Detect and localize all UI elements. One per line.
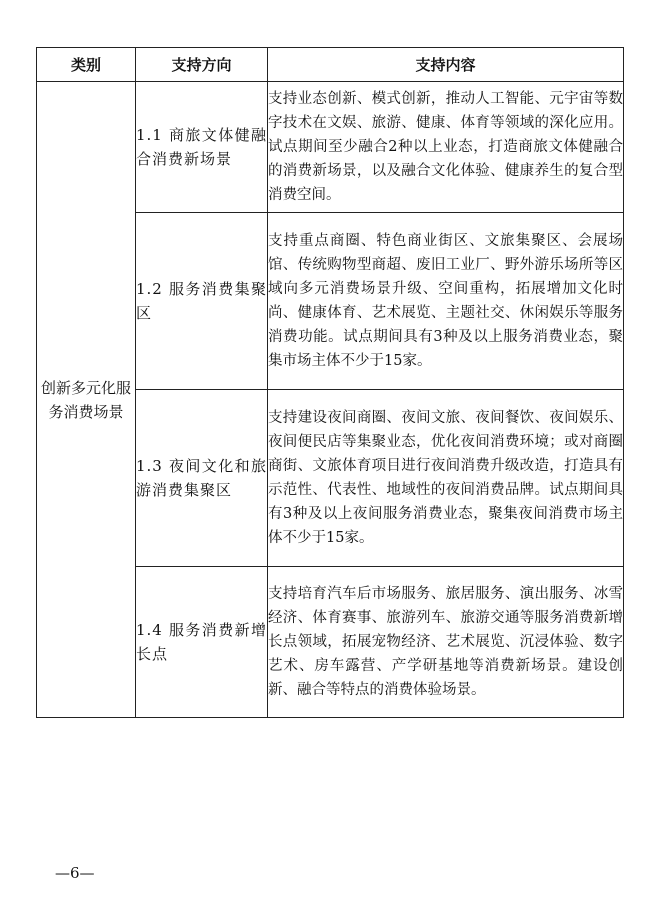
direction-cell: 1.1 商旅文体健融合消费新场景 (136, 82, 268, 213)
content-cell: 支持建设夜间商圈、夜间文旅、夜间餐饮、夜间娱乐、夜间便民店等集聚业态，优化夜间消费环境；或对商圈商街、文旅体育项目进行夜间消费升级改造，打造具有示范性、代表性、地域性的夜间消费品牌。试点期间具有3种及以上夜间服务消费业态，聚集夜间消费市场主体不少于15家。 (268, 390, 624, 567)
category-cell: 创新多元化服务消费场景 (37, 82, 136, 718)
content-cell: 支持业态创新、模式创新，推动人工智能、元宇宙等数字技术在文娱、旅游、健康、体育等领域的深化应用。试点期间至少融合2种以上业态，打造商旅文体健融合的消费新场景，以及融合文化体验、健康养生的复合型消费空间。 (268, 82, 624, 213)
header-content: 支持内容 (268, 48, 624, 82)
direction-cell: 1.2 服务消费集聚区 (136, 213, 268, 390)
table-header-row (37, 48, 624, 82)
policy-table (36, 47, 624, 718)
page-number: —6— (55, 864, 95, 882)
table-row (37, 82, 624, 213)
direction-cell: 1.3 夜间文化和旅游消费集聚区 (136, 390, 268, 567)
header-category: 类别 (37, 48, 136, 82)
content-cell: 支持重点商圈、特色商业街区、文旅集聚区、会展场馆、传统购物型商超、废旧工业厂、野外游乐场所等区域向多元消费场景升级、空间重构，拓展增加文化时尚、健康体育、艺术展览、主题社交、休闲娱乐等服务消费功能。试点期间具有3种及以上服务消费业态，聚集市场主体不少于15家。 (268, 213, 624, 390)
direction-cell: 1.4 服务消费新增长点 (136, 567, 268, 718)
content-cell: 支持培育汽车后市场服务、旅居服务、演出服务、冰雪经济、体育赛事、旅游列车、旅游交通等服务消费新增长点领域，拓展宠物经济、艺术展览、沉浸体验、数字艺术、房车露营、产学研基地等消费新场景。建设创新、融合等特点的消费体验场景。 (268, 567, 624, 718)
header-direction: 支持方向 (136, 48, 268, 82)
